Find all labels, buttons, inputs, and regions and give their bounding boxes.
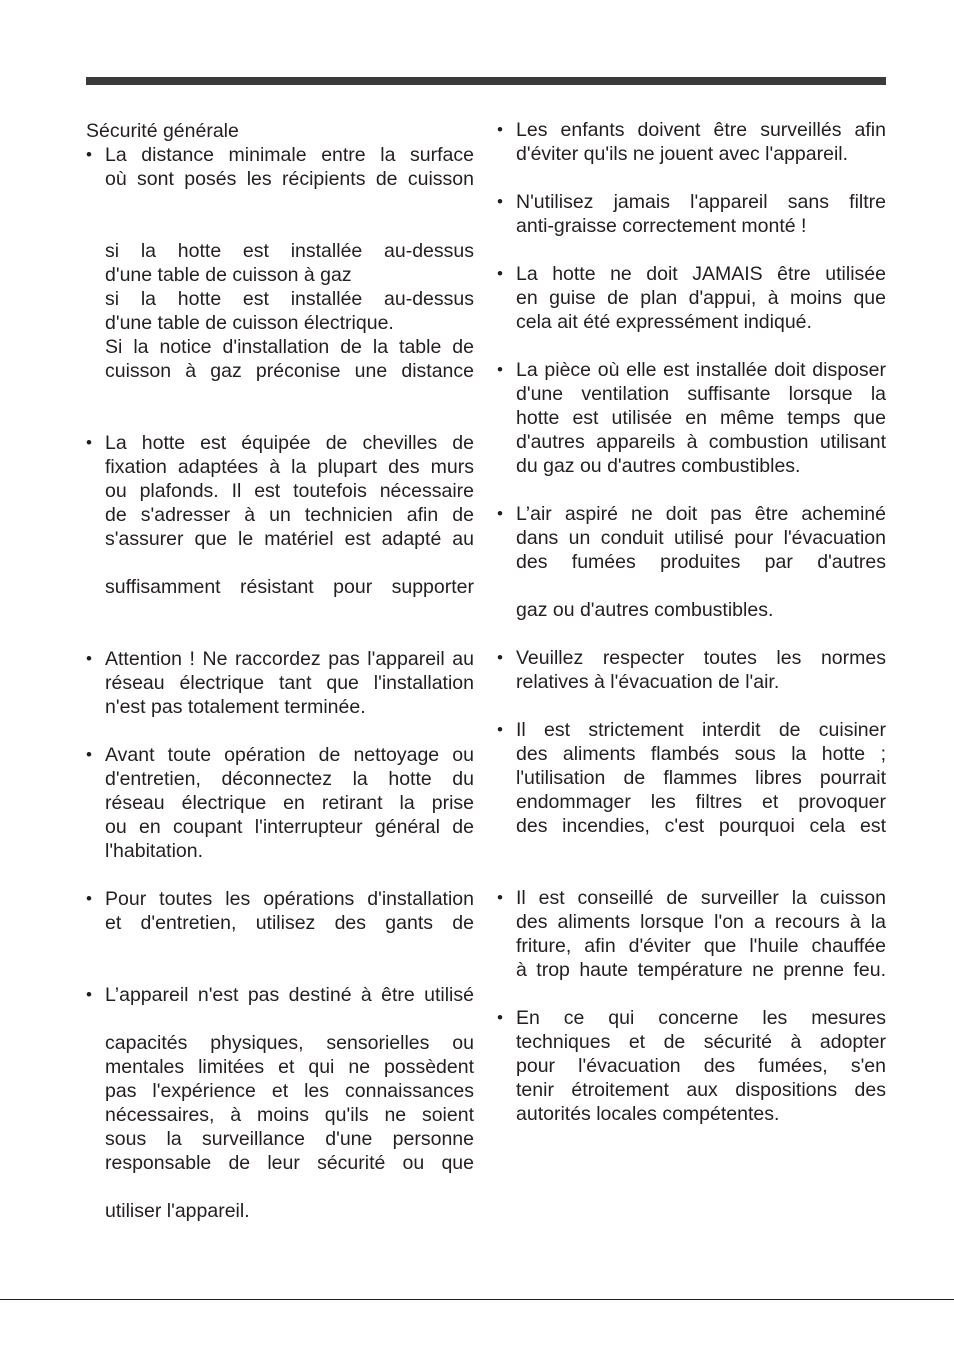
bullet-marker: • [86, 985, 92, 1004]
bullet-marker: • [86, 649, 92, 668]
paragraph-line: à trop haute température ne prenne feu. [516, 959, 886, 981]
bullet-marker: • [86, 433, 92, 452]
paragraph-line: Pour toutes les opérations d'installation [105, 888, 474, 910]
paragraph-line: La pièce où elle est installée doit disposer [516, 359, 886, 381]
paragraph-line: l'habitation. [105, 840, 204, 862]
paragraph-line: cela ait été expressément indiqué. [516, 311, 812, 333]
paragraph-line: endommager les filtres et provoquer [516, 791, 886, 813]
paragraph-line: friture, afin d'éviter que l'huile chauffée [516, 935, 886, 957]
paragraph-line: ou plafonds. Il est toutefois nécessaire [105, 480, 474, 502]
paragraph-line: L’air aspiré ne doit pas être acheminé [516, 503, 886, 525]
bullet-marker: • [497, 1008, 503, 1027]
paragraph-line: capacités physiques, sensorielles ou [105, 1032, 474, 1054]
paragraph-line: Veuillez respecter toutes les normes [516, 647, 886, 669]
paragraph-line: en guise de plan d'appui, à moins que [516, 287, 886, 309]
paragraph-line: Attention ! Ne raccordez pas l'appareil au [105, 648, 474, 670]
paragraph-line: suffisamment résistant pour supporter [105, 576, 474, 598]
paragraph-line: pour l'évacuation des fumées, s'en [516, 1055, 886, 1077]
paragraph-line: nécessaires, à moins qu'ils ne soient [105, 1104, 474, 1126]
paragraph-line: si la hotte est installée au-dessus [105, 240, 474, 262]
paragraph-line: et d'entretien, utilisez des gants de [105, 912, 474, 934]
paragraph-line: Les enfants doivent être surveillés afin [516, 119, 886, 141]
paragraph-line: utiliser l'appareil. [105, 1200, 250, 1222]
paragraph-line: d'autres appareils à combustion utilisant [516, 431, 886, 453]
paragraph-line: La hotte ne doit JAMAIS être utilisée [516, 263, 886, 285]
paragraph-line: responsable de leur sécurité ou que [105, 1152, 474, 1174]
bullet-marker: • [497, 120, 503, 139]
paragraph-line: autorités locales compétentes. [516, 1103, 780, 1125]
paragraph-line: réseau électrique tant que l'installation [105, 672, 474, 694]
paragraph-line: pas l'expérience et les connaissances [105, 1080, 474, 1102]
paragraph-line: mentales limitées et qui ne possèdent [105, 1056, 474, 1078]
bullet-marker: • [497, 264, 503, 283]
paragraph-line: où sont posés les récipients de cuisson [105, 168, 474, 190]
bullet-marker: • [497, 648, 503, 667]
paragraph-line: fixation adaptées à la plupart des murs [105, 456, 474, 478]
bullet-marker: • [497, 888, 503, 907]
bullet-marker: • [497, 504, 503, 523]
paragraph-line: s'assurer que le matériel est adapté au [105, 528, 474, 550]
paragraph-line: des fumées produites par d'autres [516, 551, 886, 573]
paragraph-line: d'une ventilation suffisante lorsque la [516, 383, 886, 405]
paragraph-line: anti-graisse correctement monté ! [516, 215, 807, 237]
paragraph-line: dans un conduit utilisé pour l'évacuation [516, 527, 886, 549]
paragraph-line: tenir étroitement aux dispositions des [516, 1079, 886, 1101]
paragraph-line: du gaz ou d'autres combustibles. [516, 455, 801, 477]
paragraph-line: n'est pas totalement terminée. [105, 696, 366, 718]
paragraph-line: techniques et de sécurité à adopter [516, 1031, 886, 1053]
paragraph-line: d'une table de cuisson électrique. [105, 312, 394, 334]
paragraph-line: gaz ou d'autres combustibles. [516, 599, 774, 621]
section-heading: Sécurité générale [86, 120, 239, 142]
footer-rule [0, 1299, 954, 1300]
paragraph-line: des aliments lorsque l'on a recours à la [516, 911, 886, 933]
paragraph-line: N'utilisez jamais l'appareil sans filtre [516, 191, 886, 213]
paragraph-line: La hotte est équipée de chevilles de [105, 432, 474, 454]
paragraph-line: Il est conseillé de surveiller la cuisson [516, 887, 886, 909]
bullet-marker: • [497, 360, 503, 379]
paragraph-line: En ce qui concerne les mesures [516, 1007, 886, 1029]
paragraph-line: des aliments flambés sous la hotte ; [516, 743, 886, 765]
paragraph-line: de s'adresser à un technicien afin de [105, 504, 474, 526]
bullet-marker: • [86, 145, 92, 164]
bullet-marker: • [497, 720, 503, 739]
paragraph-line: réseau électrique en retirant la prise [105, 792, 474, 814]
paragraph-line: d'éviter qu'ils ne jouent avec l'appareil. [516, 143, 849, 165]
paragraph-line: L’appareil n'est pas destiné à être utilisé [105, 984, 474, 1006]
paragraph-line: Avant toute opération de nettoyage ou [105, 744, 474, 766]
paragraph-line: La distance minimale entre la surface [105, 144, 474, 166]
paragraph-line: d'entretien, déconnectez la hotte du [105, 768, 474, 790]
paragraph-line: relatives à l'évacuation de l'air. [516, 671, 780, 693]
paragraph-line: hotte est utilisée en même temps que [516, 407, 886, 429]
bullet-marker: • [497, 192, 503, 211]
paragraph-line: d'une table de cuisson à gaz [105, 264, 352, 286]
paragraph-line: l'utilisation de flammes libres pourrait [516, 767, 886, 789]
paragraph-line: Si la notice d'installation de la table de [105, 336, 474, 358]
paragraph-line: cuisson à gaz préconise une distance [105, 360, 474, 382]
bullet-marker: • [86, 745, 92, 764]
paragraph-line: des incendies, c'est pourquoi cela est [516, 815, 886, 837]
bullet-marker: • [86, 889, 92, 908]
paragraph-line: sous la surveillance d'une personne [105, 1128, 474, 1150]
paragraph-line: ou en coupant l'interrupteur général de [105, 816, 474, 838]
paragraph-line: si la hotte est installée au-dessus [105, 288, 474, 310]
paragraph-line: Il est strictement interdit de cuisiner [516, 719, 886, 741]
